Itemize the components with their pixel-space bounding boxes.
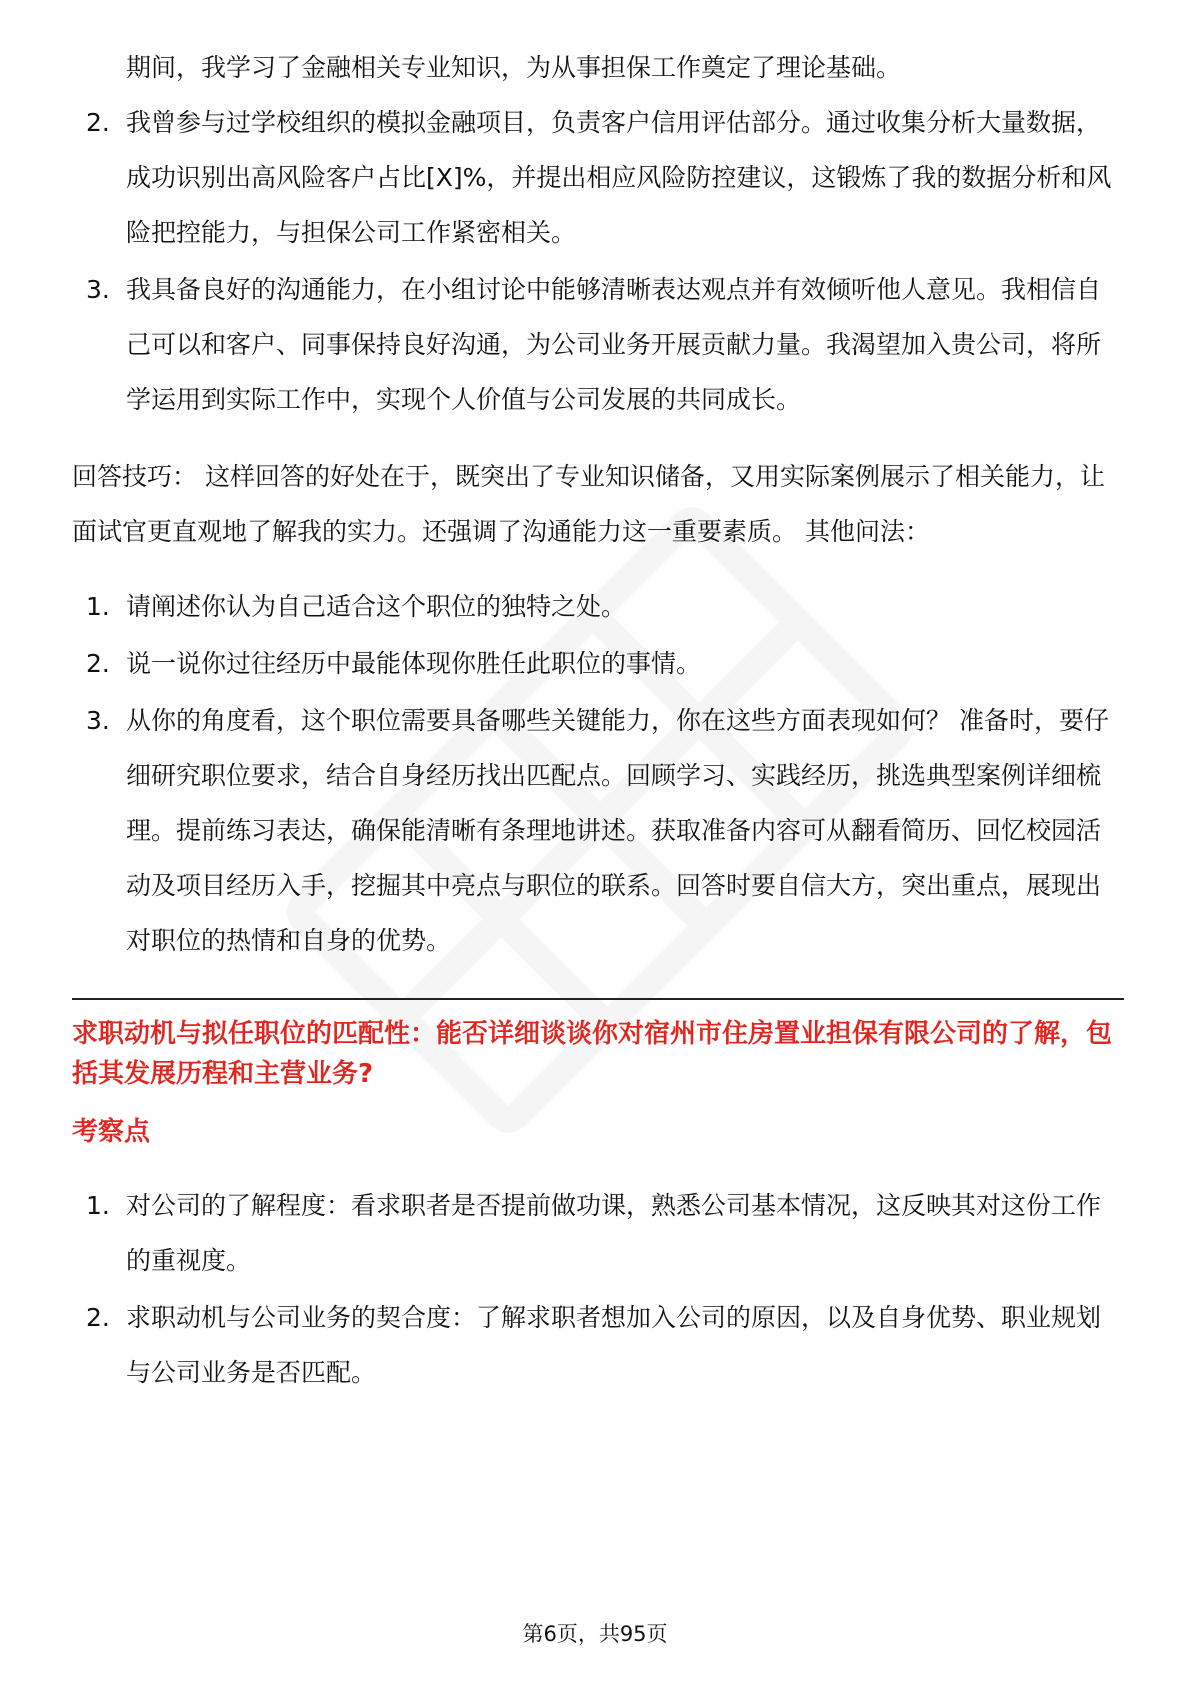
list-item bbox=[72, 1290, 1124, 1400]
list-item bbox=[72, 95, 1124, 260]
page-footer: 第6页，共95页 bbox=[522, 1622, 668, 1646]
list-item-text: 从你的角度看，这个职位需要具备哪些关键能力，你在这些方面表现如何？ 准备时，要仔细研究职位要求，结合自身经历找出匹配点。回顾学习、实践经历，挑选典型案例详细梳理。提前练习表达，确保能清晰有条理地讲述。获取准备内容可从翻看简历、回忆校园活动及项目经历入手，挖掘其中亮点与职位的联系。回答时要自信大方，突出重点，展现出对职位的热情和自身的优势。 bbox=[126, 706, 1109, 955]
list-item bbox=[72, 693, 1124, 968]
list-item-text: 我曾参与过学校组织的模拟金融项目，负责客户信用评估部分。通过收集分析大量数据，成功识别出高风险客户占比[X]%，并提出相应风险防控建议，这锻炼了我的数据分析和风险把控能力，与担保公司工作紧密相关。 bbox=[126, 108, 1112, 247]
content-area bbox=[72, 40, 1124, 1402]
list-item bbox=[72, 262, 1124, 427]
section-subheading: 考察点 bbox=[72, 1117, 151, 1147]
section-heading: 求职动机与拟任职位的匹配性：能否详细谈谈你对宿州市住房置业担保有限公司的了解，包括其发展历程和主营业务? bbox=[72, 1019, 1113, 1089]
tips-paragraph: 回答技巧： 这样回答的好处在于，既突出了专业知识储备，又用实际案例展示了相关能力，让面试官更直观地了解我的实力。还强调了沟通能力这一重要素质。 其他问法： bbox=[72, 462, 1105, 546]
list-item-text: 说一说你过往经历中最能体现你胜任此职位的事情。 bbox=[126, 649, 702, 678]
answer-list bbox=[72, 95, 1124, 427]
list-item-text: 求职动机与公司业务的契合度：了解求职者想加入公司的原因，以及自身优势、职业规划与公司业务是否匹配。 bbox=[126, 1303, 1102, 1387]
list-item-text: 请阐述你认为自己适合这个职位的独特之处。 bbox=[126, 592, 627, 621]
list-number: 1. bbox=[86, 592, 110, 621]
continuation-line: 期间，我学习了金融相关专业知识，为从事担保工作奠定了理论基础。 bbox=[126, 53, 902, 82]
list-number: 2. bbox=[86, 649, 110, 678]
list-number: 2. bbox=[86, 108, 110, 137]
other-questions-list bbox=[72, 579, 1124, 968]
list-number: 2. bbox=[86, 1303, 110, 1332]
assessment-points-list bbox=[72, 1178, 1124, 1400]
list-item bbox=[72, 1178, 1124, 1288]
list-item-text: 我具备良好的沟通能力，在小组讨论中能够清晰表达观点并有效倾听他人意见。我相信自己可以和客户、同事保持良好沟通，为公司业务开展贡献力量。我渴望加入贵公司，将所学运用到实际工作中，实现个人价值与公司发展的共同成长。 bbox=[126, 275, 1102, 414]
list-number: 1. bbox=[86, 1191, 110, 1220]
list-item bbox=[72, 579, 1124, 634]
section-divider bbox=[72, 998, 1124, 1000]
list-item-text: 对公司的了解程度：看求职者是否提前做功课，熟悉公司基本情况，这反映其对这份工作的重视度。 bbox=[126, 1191, 1102, 1275]
list-item bbox=[72, 636, 1124, 691]
list-number: 3. bbox=[86, 275, 110, 304]
list-number: 3. bbox=[86, 706, 110, 735]
